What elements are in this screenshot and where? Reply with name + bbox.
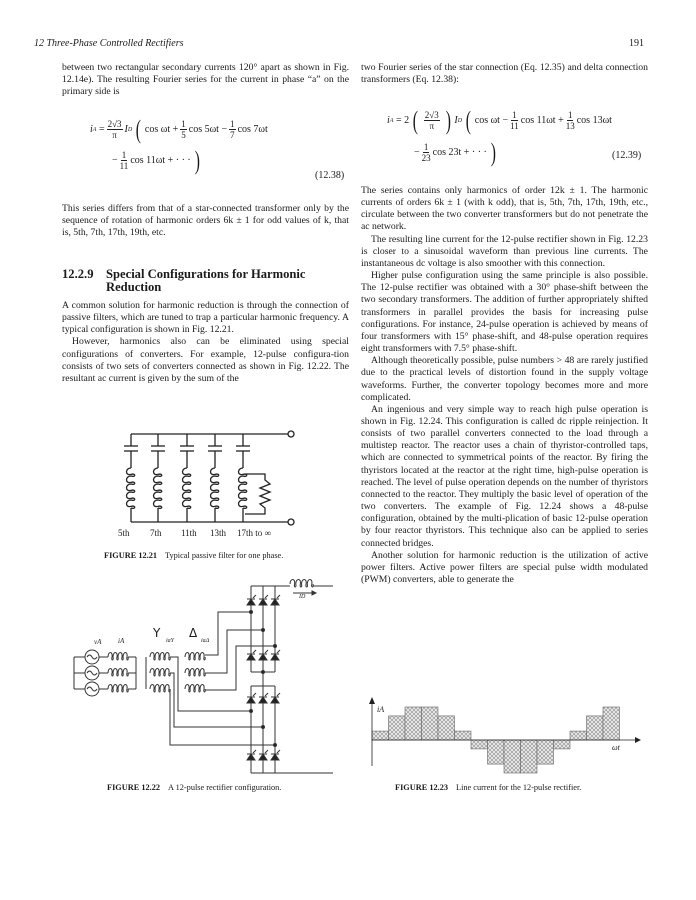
ac-source-icon (85, 682, 99, 696)
paragraph-text: An ingenious and very simple way to reach high pulse operation is shown in Fig. 12.24. This configuration is called dc ripple reinjection. It consists of two parallel converters connected to the load through a multistep reactor. The reactor uses a chain of thyristor-controlled taps, which are connected to symmetrical points of the reactor. By firing the thyristors located at the reactor at the right time, high-pulse operation is reached. The level of pulse operation depends on the number of thyristors connected to the reactor. They multiply the basic level of operation of the two converters. The example of Fig. 12.24 shows a 48-pulse configuration, obtained by the multi-plication of basic 12-pulse operation by four reactor thyristors. This technique also can be applied to series connected bridges. (361, 403, 648, 549)
den: π (112, 130, 117, 140)
den: π (429, 121, 435, 131)
caption-label: FIGURE 12.22 (107, 783, 161, 792)
figure-12-23-caption (395, 783, 581, 792)
caption-text: A 12-pulse rectifier configuration. (168, 783, 282, 792)
winding-icon (108, 685, 128, 693)
waveform-step (422, 707, 439, 740)
caption-label: FIGURE 12.23 (395, 783, 449, 792)
thyristor-gate (265, 595, 268, 598)
paragraph-text: Although theoretically possible, pulse numbers > 48 are rarely justified due to the practical levels of distortion found in the supply voltage waveforms. Further, the converter topology becomes more and more complicated. (361, 355, 648, 403)
label-Y: Y (153, 626, 161, 640)
section-title-line2: Reduction (106, 280, 162, 294)
winding-icon (185, 685, 205, 693)
eq-frac (180, 119, 187, 140)
eq-id: I (454, 115, 458, 126)
label-delta: Δ (189, 626, 198, 640)
num: 1 (423, 142, 429, 152)
waveform-step (455, 731, 472, 740)
eq-term: cos 7ωt (237, 124, 268, 135)
junction-dot (274, 744, 277, 747)
waveform-step (570, 731, 587, 740)
junction-dot (262, 671, 265, 674)
thyristor-gate (277, 650, 280, 653)
eq-lhs: i (387, 115, 390, 126)
label-iA: iA (118, 637, 125, 645)
paragraph-text: Another solution for harmonic reduction is the utilization of active power filters. Active power filters are special pulse width modulated (PWM) converters, able to generate the (361, 549, 648, 585)
num: 1 (512, 110, 517, 120)
eq-term: = 2 (395, 115, 410, 126)
eq-coef (424, 110, 440, 131)
wire (205, 612, 251, 655)
eq-term: − (112, 155, 118, 166)
eq-coef (107, 119, 123, 140)
waveform-step (554, 740, 571, 749)
filter-label-17th: 17th to ∞ (237, 528, 271, 538)
caption-label: FIGURE 12.21 (104, 551, 158, 560)
thyristor-gate (265, 693, 268, 696)
thyristor-icon (247, 754, 255, 760)
label-vA: vA (94, 638, 102, 646)
den: 23 (421, 153, 431, 163)
thyristor-icon (271, 697, 279, 703)
eq-term: cos 5ωt − (188, 124, 228, 135)
paragraph-text: A common solution for harmonic reduction is through the connection of passive filters, which are tuned to trap a particular harmonic frequency. A typical configuration is shown in Fig. 12.21. (62, 300, 349, 336)
label-ID: ID (299, 594, 306, 600)
waveform-step (372, 731, 389, 740)
paragraph-text: two Fourier series of the star connection (Eq. 12.35) and delta connection transformers (Eq. 12.38): (361, 62, 648, 86)
section-number: 12.2.9 (62, 267, 94, 281)
junction-dot (250, 710, 253, 713)
winding-icon (185, 669, 205, 677)
num: 1 (121, 150, 127, 160)
junction-dot (250, 611, 253, 614)
left-paragraph-2 (62, 203, 349, 239)
paragraph-text: However, harmonics also can be eliminated using special configurations of converters. For example, 12-pulse configura-tion consists of two sets of converters connected as shown in Fig. 12.22. The resultant ac current is given by the sum of the (62, 336, 349, 384)
eq-term: cos 13ωt (576, 115, 612, 126)
right-paragraph-1 (361, 62, 648, 86)
running-head: 12 Three-Phase Controlled Rectifiers (34, 38, 184, 49)
thyristor-gate (265, 750, 268, 753)
eq-frac (422, 142, 431, 163)
left-paragraphs-3-4 (62, 300, 349, 385)
thyristor-icon (271, 599, 279, 605)
den: 11 (510, 121, 519, 131)
num: 1 (230, 119, 235, 129)
wire (205, 630, 263, 673)
waveform-step (488, 740, 505, 764)
left-paragraph-1 (62, 62, 349, 98)
equation-12-39-line1: i A = 2 ( $\frac{2√3}{\pi}$ ) I D ( cos ωt − $\frac{1}{11}$ cos 11ωt + $\frac{1}{13}$ cos 13ωt (387, 105, 612, 135)
thyristor-gate (277, 750, 280, 753)
den: 5 (181, 130, 186, 140)
waveform-step (521, 740, 538, 773)
y-axis-arrow (369, 697, 375, 704)
den: 7 (230, 130, 235, 140)
eq-lhs: i (90, 124, 93, 135)
x-axis-arrow (635, 737, 641, 743)
eq-frac (229, 119, 236, 140)
thyristor-icon (271, 754, 279, 760)
den: 11 (119, 161, 129, 171)
waveform-step (405, 707, 422, 740)
winding-icon (185, 653, 205, 661)
num: 1 (181, 119, 186, 129)
paragraph-text: between two rectangular secondary currents 120° apart as shown in Fig. 12.14e). The resulting Fourier series for the current in phase “a” on the primary side is (62, 62, 349, 98)
eq-id: I (124, 124, 128, 135)
waveform-step (587, 716, 604, 740)
figure-12-21-caption (104, 551, 283, 560)
thyristor-icon (259, 697, 267, 703)
junction-dot (262, 726, 265, 729)
winding-icon (150, 653, 170, 661)
thyristor-gate (253, 595, 256, 598)
section-title-line1: Special Configurations for Harmonic (106, 267, 306, 281)
paragraph-text: The series contains only harmonics of order 12k ± 1. The harmonic currents of orders 6k ± 1 (with k odd), that is, 5th, 7th, 17th, 19th, etc., circulate between the two converter transformers but do not penetrate the ac network. (361, 185, 648, 233)
eq-id-sub: D (457, 117, 463, 124)
equation-12-38-line2: − $\frac{1}{11}$ cos 11ωt + · · · ) (112, 145, 200, 175)
caption-text: Line current for the 12-pulse rectifier. (456, 783, 582, 792)
sine-icon (87, 687, 97, 691)
thyristor-gate (277, 595, 280, 598)
ac-source-icon (85, 666, 99, 680)
thyristor-icon (247, 697, 255, 703)
y-axis-label: iA (377, 705, 385, 714)
eq-frac (510, 110, 519, 131)
arrow-head-icon (312, 591, 316, 595)
thyristor-gate (253, 693, 256, 696)
eq-frac (566, 110, 575, 131)
sine-icon (87, 655, 97, 659)
junction-dot (262, 629, 265, 632)
inductor-icon (211, 468, 219, 508)
equation-12-38-line1: i A = $\frac{2√3}{\pi}$ I D ( cos ωt + $\frac{1}{5}$ cos 5ωt − $\frac{1}{7}$ cos 7ωt (90, 114, 268, 144)
eq-term: cos 11ωt + · · · (130, 155, 191, 166)
den: 13 (565, 121, 575, 131)
thyristor-gate (253, 650, 256, 653)
filter-label-11th: 11th (181, 528, 197, 538)
num: 2√3 (107, 119, 122, 129)
sine-icon (87, 671, 97, 675)
num: 1 (567, 110, 573, 120)
filter-label-5th: 5th (118, 528, 130, 538)
inductor-icon (183, 468, 191, 508)
thyristor-icon (259, 754, 267, 760)
waveform-step (471, 740, 488, 749)
label-iaDelta: iaΔ (201, 638, 210, 644)
waveform-step (389, 716, 406, 740)
eq-id-sub: D (127, 126, 133, 133)
wire (170, 689, 275, 745)
filter-label-13th: 13th (210, 528, 227, 538)
eq-term: cos ωt + (144, 124, 179, 135)
eq-lhs-sub: A (92, 126, 97, 133)
section-heading (62, 268, 352, 294)
figure-12-22-caption (107, 783, 281, 792)
thyristor-icon (247, 599, 255, 605)
equation-12-39-line2: − $\frac{1}{23}$ cos 23t + · · · ) (414, 137, 496, 167)
ac-source-icon (85, 650, 99, 664)
x-axis-label: ωt (612, 743, 620, 752)
eq-term: cos 11ωt + (520, 115, 564, 126)
page-number: 191 (629, 38, 644, 49)
eq-term: cos ωt − (474, 115, 509, 126)
waveform-step (504, 740, 521, 773)
eq-frac (120, 150, 129, 171)
inductor-icon (239, 468, 247, 508)
winding-icon (108, 653, 128, 661)
right-paragraphs (361, 185, 648, 586)
thyristor-gate (277, 693, 280, 696)
paragraph-text: The resulting line current for the 12-pulse rectifier shown in Fig. 12.23 is closer to a sinusoidal waveform than previous line currents. The instantaneous dc voltage is also smoother with this connection. (361, 233, 648, 269)
winding-icon (150, 685, 170, 693)
num: 2√3 (424, 110, 439, 120)
caption-text: Typical passive filter for one phase. (165, 551, 284, 560)
eq-term: − (414, 147, 420, 158)
label-iaY: iaY (166, 638, 175, 644)
paragraph-text: Higher pulse configuration using the same principle is also possible. The 12-pulse rectifier was obtained with a 30° phase-shift between the two secondary transformers. The addition of further appropriately shifted transformers in parallel provides the basis for increasing pulse configurations. For instance, 24-pulse operation is achieved by means of four transformers with 15° phase-shift, and 48-pulse operation requires eight transformers with 7.5° phase-shift. (361, 270, 648, 355)
winding-icon (150, 669, 170, 677)
filter-label-7th: 7th (150, 528, 162, 538)
waveform-step (438, 716, 455, 740)
thyristor-icon (259, 599, 267, 605)
equation-number: (12.38) (315, 170, 345, 181)
thyristor-icon (271, 654, 279, 660)
thyristor-gate (265, 650, 268, 653)
inductor-icon (127, 468, 135, 508)
winding-icon (108, 669, 128, 677)
wire (170, 673, 263, 727)
waveform-step (603, 707, 620, 740)
junction-dot (274, 645, 277, 648)
winding-icon (290, 580, 313, 588)
inductor-icon (154, 468, 162, 508)
paragraph-text: This series differs from that of a star-connected transformer only by the sequence of rotation of harmonic orders 6k ± 1 for odd values of k, that is, 5th, 7th, 17th, 19th, etc. (62, 203, 349, 239)
wire (170, 657, 251, 711)
thyristor-gate (253, 750, 256, 753)
thyristor-icon (259, 654, 267, 660)
equation-number: (12.39) (612, 150, 642, 161)
thyristor-icon (247, 654, 255, 660)
waveform-step (537, 740, 554, 764)
eq-term: cos 23t + · · · (432, 147, 487, 158)
eq-lhs-sub: A (389, 117, 394, 124)
wire (205, 646, 275, 690)
